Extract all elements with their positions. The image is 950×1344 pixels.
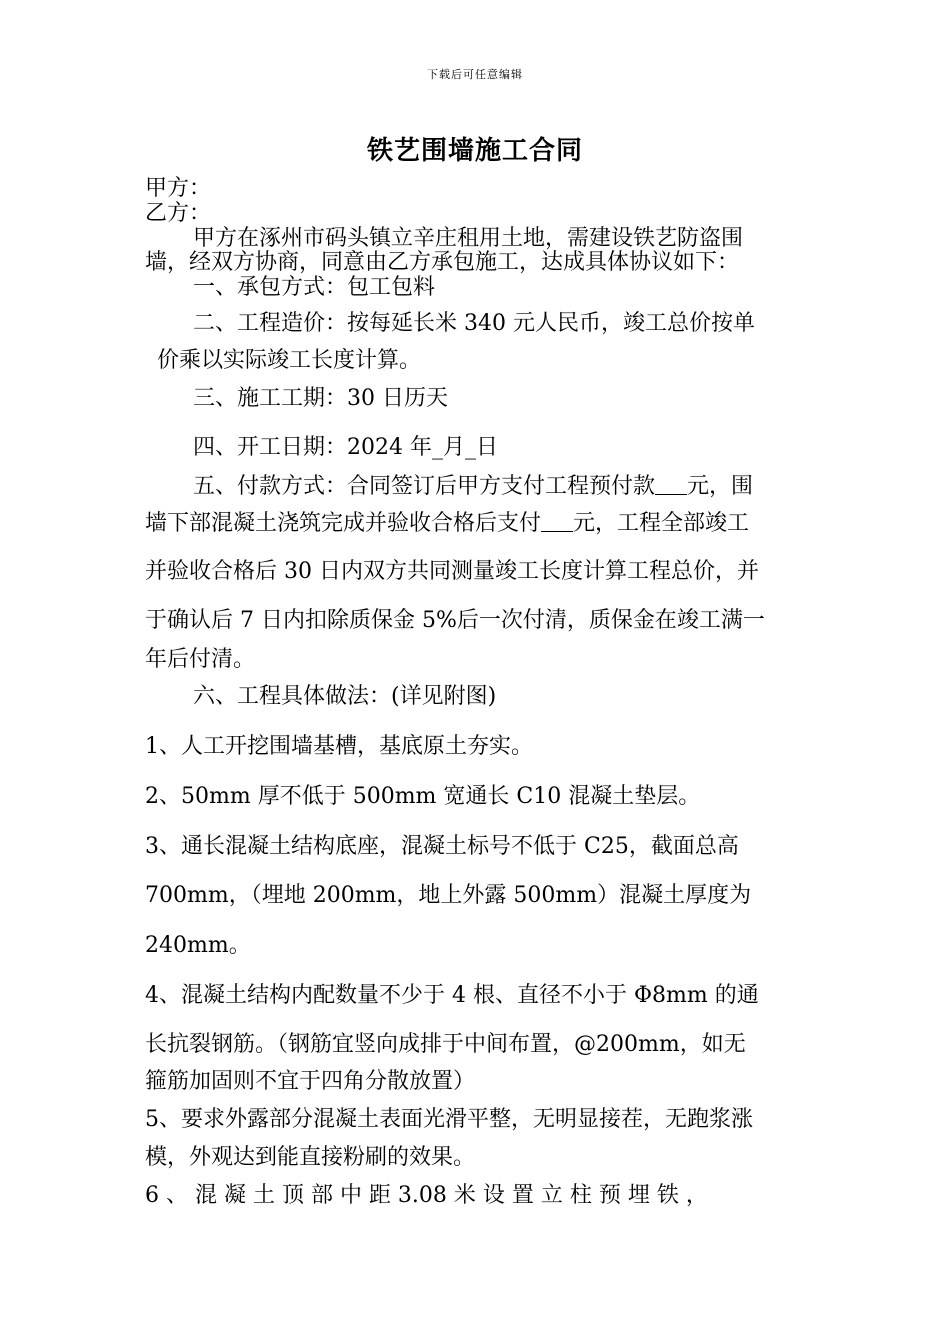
- intro-line-2: 墙，经双方协商，同意由乙方承包施工，达成具体协议如下：: [145, 250, 740, 275]
- clause-5-line-1: [193, 472, 807, 502]
- prepayment-blank[interactable]: [655, 472, 687, 495]
- clause-5-line-4: 于确认后 7 日内扣除质保金 5%后一次付清，质保金在竣工满一: [145, 608, 765, 633]
- clause-5-line-1-text-a: 五、付款方式：合同签订后甲方支付工程预付款: [193, 474, 656, 499]
- clause-5-line-2-text-a: 墙下部混凝土浇筑完成并验收合格后支付: [145, 511, 542, 536]
- clause-1: 一、承包方式：包工包料: [193, 275, 436, 300]
- item-1: 1、人工开挖围墙基槽，基底原土夯实。: [145, 734, 533, 759]
- clause-5-line-3: 并验收合格后 30 日内双方共同测量竣工长度计算工程总价，并: [145, 559, 759, 584]
- item-4-line-3: 箍筋加固则不宜于四角分散放置）: [145, 1069, 476, 1094]
- item-3-line-1: 3、通长混凝土结构底座，混凝土标号不低于 C25，截面总高: [145, 834, 739, 859]
- item-3-line-3: 240mm。: [145, 933, 251, 958]
- clause-4: 四、开工日期：2024 年_月_日: [193, 435, 498, 460]
- second-payment-blank[interactable]: [541, 509, 573, 532]
- clause-6: 六、工程具体做法：(详见附图): [193, 684, 497, 709]
- clause-2-line-1: 二、工程造价：按每延长米 340 元人民币，竣工总价按单: [193, 311, 755, 336]
- download-note: 下载后可任意编辑: [427, 68, 523, 81]
- party-a-label: 甲方：: [145, 176, 212, 201]
- item-4-line-1: 4、混凝土结构内配数量不少于 4 根、直径不小于 Φ8mm 的通: [145, 983, 759, 1008]
- item-5-line-2: 模，外观达到能直接粉刷的效果。: [145, 1145, 476, 1170]
- clause-5-line-2: [145, 509, 807, 539]
- clause-2-line-2: 价乘以实际竣工长度计算。: [157, 348, 422, 373]
- clause-5-line-5: 年后付清。: [145, 647, 256, 672]
- clause-5-line-2-text-b: 元，工程全部竣工: [573, 511, 750, 536]
- party-b-label: 乙方：: [145, 201, 212, 226]
- item-3-line-2: 700mm，（埋地 200mm，地上外露 500mm）混凝土厚度为: [145, 883, 752, 908]
- item-2: 2、50mm 厚不低于 500mm 宽通长 C10 混凝土垫层。: [145, 784, 701, 809]
- item-4-line-2: 长抗裂钢筋。（钢筋宜竖向成排于中间布置，@200mm，如无: [145, 1032, 746, 1057]
- clause-5-line-1-text-b: 元，围: [687, 474, 754, 499]
- item-6-line-1: 6 、 混 凝 土 顶 部 中 距 3.08 米 设 置 立 柱 预 埋 铁 ，: [145, 1183, 708, 1208]
- intro-line-1: 甲方在涿州市码头镇立辛庄租用土地，需建设铁艺防盗围: [193, 226, 744, 251]
- clause-3: 三、施工工期：30 日历天: [193, 386, 448, 411]
- contract-title: 铁艺围墙施工合同: [366, 136, 583, 166]
- item-5-line-1: 5、要求外露部分混凝土表面光滑平整，无明显接茬，无跑浆涨: [145, 1107, 753, 1132]
